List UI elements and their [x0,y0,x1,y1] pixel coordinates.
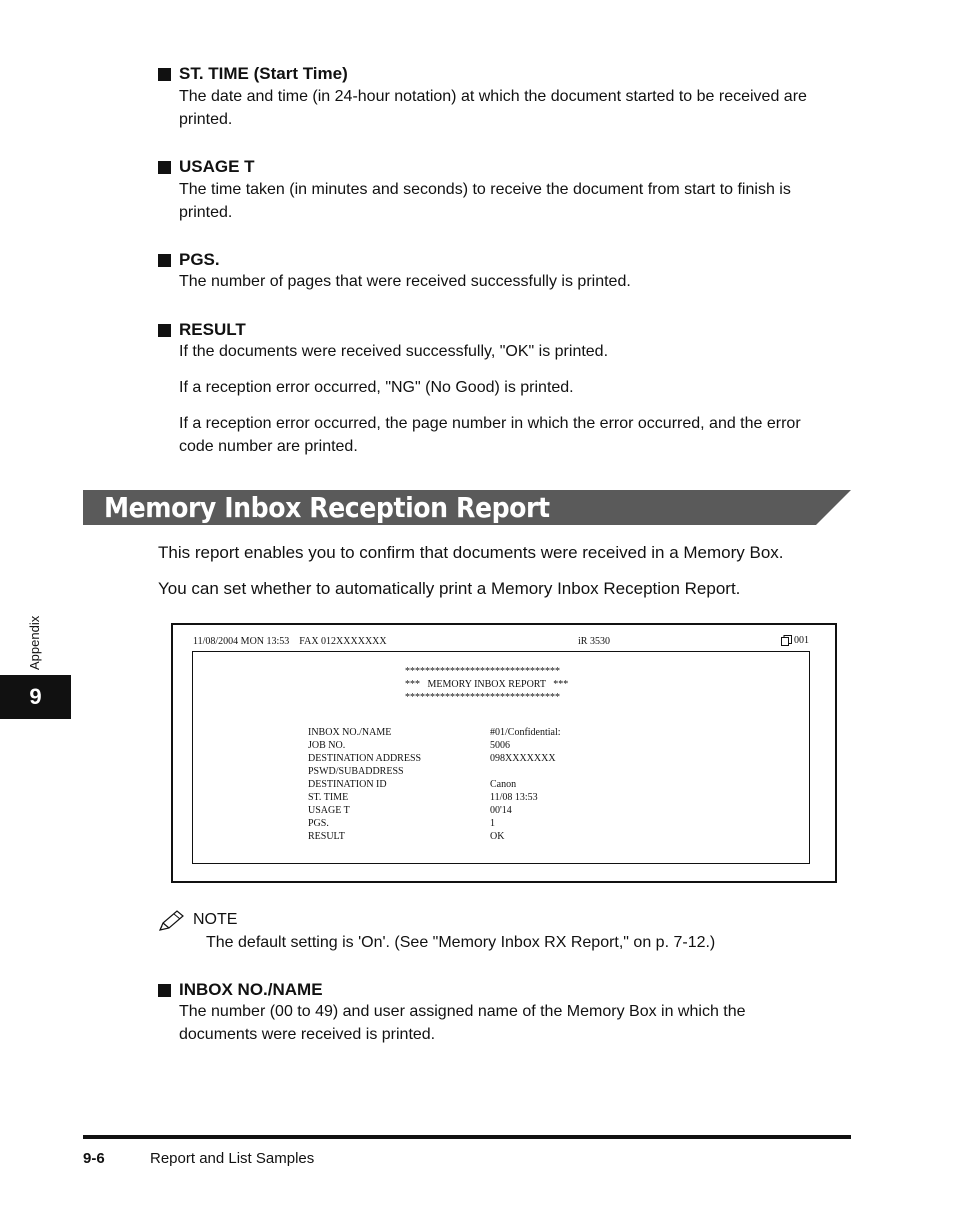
note-text: The default setting is 'On'. (See "Memory Inbox RX Report," on p. 7-12.) [206,934,716,951]
section-body-inbox-no-name: The number (00 to 49) and user assigned name of the Memory Box in which the documents were received is printed. [179,1003,746,1043]
section-body-pgs: The number of pages that were received successfully is printed. [179,273,631,290]
footer-title: Report and List Samples [150,1150,315,1167]
report-header-model: iR 3530 [578,636,610,647]
section-heading-st-time: ST. TIME (Start Time) [158,64,348,84]
report-stars-top: ******************************* [405,666,560,677]
square-bullet-icon [158,68,171,81]
table-row: PSWD/SUBADDRESS [308,766,404,777]
square-bullet-icon [158,984,171,997]
intro-line-1: This report enables you to confirm that documents were received in a Memory Box. [158,543,784,562]
table-row: RESULT OK [308,831,505,842]
page-stack-icon [781,635,792,646]
note-label: NOTE [193,911,238,928]
table-row: USAGE T 00'14 [308,805,512,816]
table-row: DESTINATION ADDRESS 098XXXXXXX [308,753,556,764]
section-heading-result: RESULT [158,320,246,340]
footer-rule [83,1135,851,1139]
report-rows [308,726,561,843]
section-body-usage-t: The time taken (in minutes and seconds) to receive the document from start to finish is printed. [179,181,791,221]
banner-title: Memory Inbox Reception Report [104,491,550,524]
section-heading-usage-t: USAGE T [158,157,255,177]
square-bullet-icon [158,161,171,174]
report-header-page: 001 [781,634,809,647]
chapter-label: Appendix [27,615,42,670]
section-heading-inbox-no-name: INBOX NO./NAME [158,980,323,1000]
square-bullet-icon [158,254,171,267]
report-stars-bottom: ******************************* [405,692,560,703]
square-bullet-icon [158,324,171,337]
pencil-icon [158,909,186,933]
chapter-tab: 9 [0,675,71,719]
page-number: 9-6 [83,1150,105,1167]
report-title: *** MEMORY INBOX REPORT *** [405,679,569,690]
section-body-result-2: If a reception error occurred, "NG" (No Good) is printed. [179,379,574,396]
intro-line-2: You can set whether to automatically print a Memory Inbox Reception Report. [158,579,741,598]
table-row: PGS. 1 [308,818,495,829]
section-body-result-3: If a reception error occurred, the page number in which the error occurred, and the error code number are printed. [179,415,801,455]
table-row: INBOX NO./NAME #01/Confidential: [308,727,561,738]
section-body-st-time: The date and time (in 24-hour notation) at which the document started to be received are printed. [179,88,807,128]
table-row: ST. TIME 11/08 13:53 [308,792,538,803]
table-row: JOB NO. 5006 [308,740,510,751]
section-heading-pgs: PGS. [158,250,220,270]
table-row: DESTINATION ID Canon [308,779,517,790]
section-body-result-1: If the documents were received successfully, "OK" is printed. [179,343,609,360]
report-header-left: 11/08/2004 MON 13:53 FAX 012XXXXXXX [193,636,387,647]
